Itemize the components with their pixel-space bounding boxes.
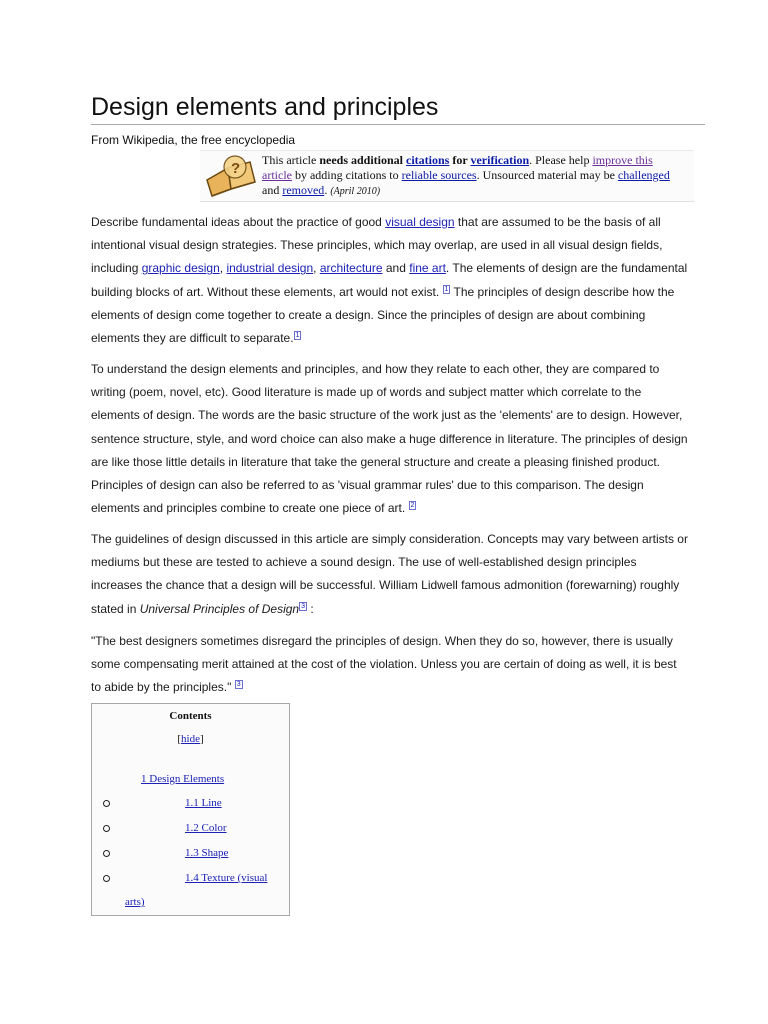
toc-item-texture-cont[interactable]: arts) bbox=[125, 896, 145, 908]
citation-notice-box bbox=[200, 150, 694, 202]
book-title: Universal Principles of Design bbox=[139, 601, 300, 616]
citation-notice-text: This article needs additional citations for verification. Please help improve this article by adding citations to reliable sources. Unsourced material may be challenged and removed. (April 2010) bbox=[262, 153, 670, 197]
toc-title: Contents bbox=[169, 710, 212, 722]
list-bullet bbox=[103, 875, 110, 882]
reference-1b[interactable]: 1 bbox=[295, 332, 300, 340]
list-bullet bbox=[103, 850, 110, 857]
reference-1[interactable]: 1 bbox=[444, 285, 449, 293]
table-of-contents bbox=[91, 703, 290, 916]
page-subtitle: From Wikipedia, the free encyclopedia bbox=[91, 133, 296, 147]
intro-paragraph: Describe fundamental ideas about the practice of good visual design that are assumed to be the basis of all intentional visual design strategies. These principles, which may overlap, are used in all visual design fields, including graphic design, industrial design, architecture and fine art. The elements of design are the fundamental building blocks of art. Without these elements, art would not exist. $^1$ The principles of design describe how the elements of design come together to create a design. Since the principles of design are about combining elements they are difficult to separate. $^1$ bbox=[91, 215, 688, 346]
writing-analogy-paragraph: To understand the design elements and principles, and how they relate to each other, they are compared to writing (poem, novel, etc). Good literature is made up of words and subject matter which correlate to the elements of design. The words are the basic structure of the work just as the 'elements' are to design. However, sentence structure, style, and word choice can also make a huge difference in literature. The principles of design are like those little details in literature that take the general structure and create a pleasing finished product. Principles of design can also be referred to as 'visual grammar rules' due to this comparison. The design elements and principles combine to create one piece of art. $^2$ bbox=[91, 362, 688, 516]
improve-article-link[interactable]: improve this article bbox=[262, 153, 653, 182]
fine-art-link[interactable]: fine art bbox=[409, 261, 446, 276]
page-title: Design elements and principles bbox=[91, 92, 705, 125]
list-bullet bbox=[103, 825, 110, 832]
toc-hide-toggle: [hide] bbox=[177, 733, 204, 745]
toc-hide-link[interactable]: hide bbox=[181, 733, 200, 745]
reference-3b[interactable]: 3 bbox=[236, 681, 241, 689]
quote-paragraph: "The best designers sometimes disregard the principles of design. When they do so, however, there is usually some compensating merit attained at the cost of the violation. Unless you are certain of doing as well, it is best to abide by the principles." $^3$ bbox=[91, 634, 677, 695]
reference-2[interactable]: 2 bbox=[410, 502, 415, 510]
toc-item-color[interactable]: 1.2 Color bbox=[185, 822, 227, 834]
list-bullet bbox=[103, 800, 110, 807]
toc-item-texture[interactable]: 1.4 Texture (visual bbox=[185, 872, 268, 884]
citations-link[interactable]: citations bbox=[406, 153, 450, 167]
svg-text:?: ? bbox=[231, 160, 241, 177]
toc-item-shape[interactable]: 1.3 Shape bbox=[185, 847, 229, 859]
guidelines-paragraph: The guidelines of design discussed in this article are simply consideration. Concepts may vary between artists or mediums but these are tested to achieve a sound design. The use of well-established design principles increases the chance that a design will be successful. William Lidwell famous admonition (forewarning) roughly stated in Universal Principles of Design $^3$ : bbox=[91, 532, 688, 616]
visual-design-link[interactable]: visual design bbox=[385, 215, 455, 229]
removed-link[interactable]: removed bbox=[282, 183, 325, 197]
toc-item-design-elements[interactable]: 1 Design Elements bbox=[141, 773, 225, 785]
book-question-icon bbox=[204, 154, 258, 198]
graphic-design-link[interactable]: graphic design bbox=[141, 261, 220, 276]
industrial-design-link[interactable]: industrial design bbox=[226, 261, 314, 276]
reference-3[interactable]: 3 bbox=[301, 602, 306, 610]
toc-item-line[interactable]: 1.1 Line bbox=[185, 797, 222, 809]
notice-date: (April 2010) bbox=[330, 186, 381, 197]
verification-link[interactable]: verification bbox=[470, 153, 530, 167]
architecture-link[interactable]: architecture bbox=[319, 261, 383, 276]
challenged-link[interactable]: challenged bbox=[617, 168, 670, 182]
reliable-sources-link[interactable]: reliable sources bbox=[401, 168, 477, 182]
